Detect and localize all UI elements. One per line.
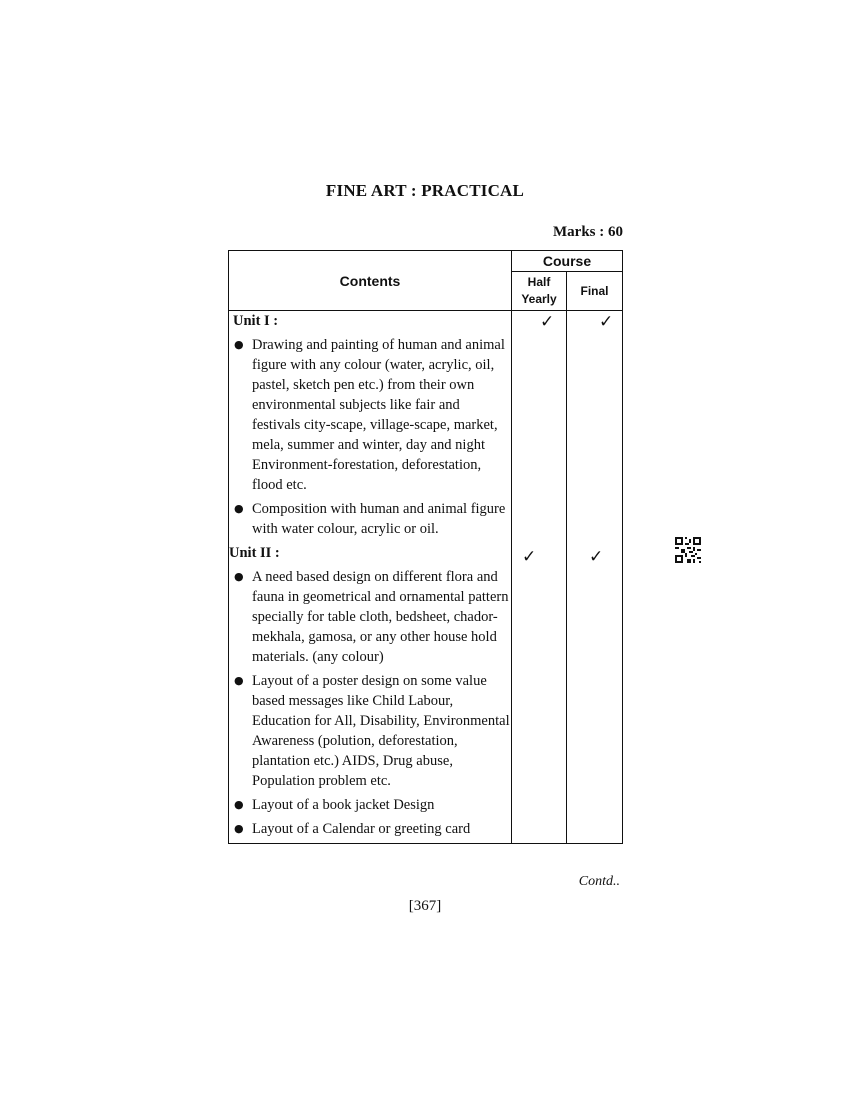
- qr-code-icon: [675, 537, 701, 563]
- course-header: Course: [512, 251, 623, 272]
- continued-label: Contd..: [578, 874, 620, 889]
- bullet-icon: ●: [234, 822, 244, 835]
- marks-label: Marks : 60: [553, 224, 623, 240]
- list-item: ● Layout of a book jacket Design: [234, 797, 435, 813]
- syllabus-table: [228, 250, 623, 844]
- unit-2-list: [229, 567, 511, 839]
- list-item: ● A need based design on different flora and fauna in geometrical and ornamental pattern specially for table cloth, bedsheet, chador-mekhala, gamosa, or any other house hold materials. (any colour): [234, 569, 509, 665]
- final-header: Final: [567, 272, 623, 311]
- unit-1-heading: Unit I :: [233, 313, 279, 329]
- bullet-icon: ●: [234, 338, 244, 351]
- list-item: ● Layout of a Calendar or greeting card: [234, 821, 471, 837]
- unit-1-list: [229, 335, 511, 539]
- page-title: FINE ART : PRACTICAL: [325, 181, 525, 200]
- half-yearly-cell: [512, 311, 567, 844]
- half-yearly-header: Half Yearly: [512, 272, 567, 311]
- bullet-icon: ●: [234, 674, 244, 687]
- list-item: ● Composition with human and animal figure with water colour, acrylic or oil.: [234, 501, 506, 537]
- bullet-icon: ●: [234, 570, 244, 583]
- list-item: ● Drawing and painting of human and animal figure with any colour (water, acrylic, oil, pastel, sketch pen etc.) from their own environmental subjects like fair and festivals city-scape, village-scape, market, mela, summer and winter, day and night Environment-forestation, deforestation, flood etc.: [234, 337, 505, 493]
- unit-2-heading: Unit II :: [229, 545, 280, 561]
- final-cell: [567, 311, 623, 844]
- bullet-icon: ●: [234, 502, 244, 515]
- checkmark-icon: ✓: [522, 547, 537, 567]
- unit-content-cell: [229, 311, 512, 844]
- contents-header: Contents: [229, 251, 512, 311]
- checkmark-icon: ✓: [540, 312, 555, 332]
- list-item: ● Layout of a poster design on some value based messages like Child Labour, Education for All, Disability, Environmental Awareness (polution, deforestation, plantation etc.) AIDS, Drug abuse, Population problem etc.: [234, 673, 510, 789]
- page-number: [367]: [408, 898, 442, 914]
- checkmark-icon: ✓: [589, 547, 604, 567]
- checkmark-icon: ✓: [599, 312, 614, 332]
- bullet-icon: ●: [234, 798, 244, 811]
